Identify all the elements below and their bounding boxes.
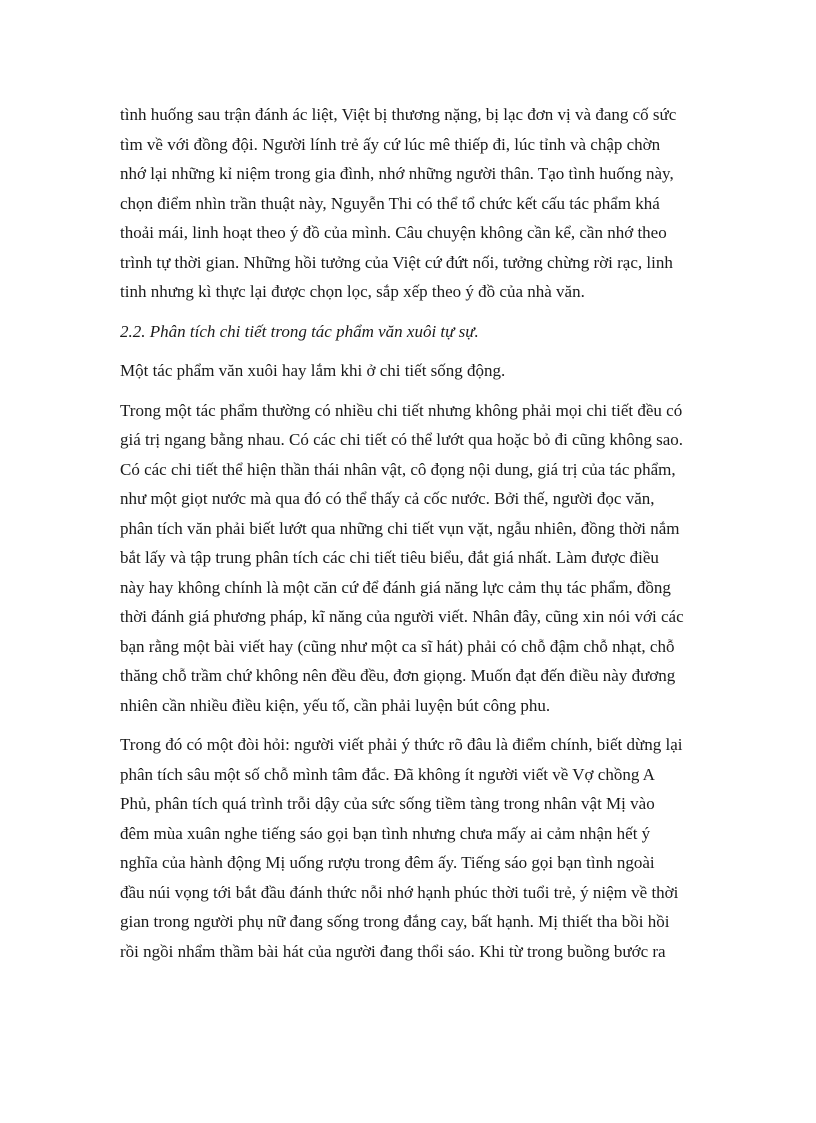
text-line: trình tự thời gian. Những hồi tưởng của Việt cứ đứt nối, tưởng chừng rời rạc, linh <box>120 252 673 272</box>
text-line: Trong một tác phẩm thường có nhiều chi tiết nhưng không phải mọi chi tiết đều có <box>120 400 683 420</box>
text-line: 2.2. Phân tích chi tiết trong tác phẩm văn xuôi tự sự. <box>120 321 479 341</box>
text-line: Một tác phẩm văn xuôi hay lắm khi ở chi tiết sống động. <box>120 361 506 380</box>
text-line: nghĩa của hành động Mị uống rượu trong đêm ấy. Tiếng sáo gọi bạn tình ngoài <box>120 853 655 872</box>
text-line: tìm về với đồng đội. Người lính trẻ ấy cứ lúc mê thiếp đi, lúc tỉnh và chập chờn <box>120 134 661 154</box>
text-line: Phủ, phân tích quá trình trỗi dậy của sức sống tiềm tàng trong nhân vật Mị vào <box>120 794 655 813</box>
text-line: thăng chỗ trầm chứ không nên đều đều, đơn giọng. Muốn đạt đến điều này đương <box>120 666 676 685</box>
document-body <box>120 100 700 976</box>
text-line: tinh nhưng kì thực lại được chọn lọc, sắp xếp theo ý đồ của nhà văn. <box>120 282 585 301</box>
text-line: này hay không chính là một căn cứ để đánh giá năng lực cảm thụ tác phẩm, đồng <box>120 577 671 597</box>
text-line: Có các chi tiết thể hiện thần thái nhân vật, cô đọng nội dung, giá trị của tác phẩm, <box>120 459 676 479</box>
text-line: rồi ngồi nhẩm thầm bài hát của người đang thổi sáo. Khi từ trong buồng bước ra <box>120 941 666 961</box>
section-heading <box>120 317 700 347</box>
text-line: phân tích sâu một số chỗ mình tâm đắc. Đã không ít người viết về Vợ chồng A <box>120 764 655 784</box>
text-line: như một giọt nước mà qua đó có thể thấy cả cốc nước. Bởi thế, người đọc văn, <box>120 489 655 508</box>
text-line: chọn điểm nhìn trần thuật này, Nguyễn Thi có thể tổ chức kết cấu tác phẩm khá <box>120 193 660 213</box>
text-line: gian trong người phụ nữ đang sống trong đắng cay, bất hạnh. Mị thiết tha bồi hồi <box>120 912 670 931</box>
text-line: thoải mái, linh hoạt theo ý đồ của mình. Câu chuyện không cần kể, cần nhớ theo <box>120 223 667 242</box>
text-line: nhiên cần nhiều điều kiện, yếu tố, cần phải luyện bút công phu. <box>120 695 551 715</box>
text-line: thời đánh giá phương pháp, kĩ năng của người viết. Nhân đây, cũng xin nói với các <box>120 607 684 626</box>
body-paragraph <box>120 730 700 966</box>
body-paragraph <box>120 396 700 721</box>
body-paragraph <box>120 356 700 386</box>
text-line: đêm mùa xuân nghe tiếng sáo gọi bạn tình nhưng chưa mấy ai cảm nhận hết ý <box>120 823 651 843</box>
body-paragraph <box>120 100 700 307</box>
text-line: bạn rằng một bài viết hay (cũng như một ca sĩ hát) phải có chỗ đậm chỗ nhạt, chỗ <box>120 636 675 656</box>
text-line: Trong đó có một đòi hỏi: người viết phải ý thức rõ đâu là điểm chính, biết dừng lại <box>120 735 683 754</box>
text-line: phân tích văn phải biết lướt qua những chi tiết vụn vặt, ngẫu nhiên, đồng thời nắm <box>120 518 680 538</box>
text-line: tình huống sau trận đánh ác liệt, Việt bị thương nặng, bị lạc đơn vị và đang cố sức <box>120 105 677 124</box>
text-line: nhớ lại những kỉ niệm trong gia đình, nhớ những người thân. Tạo tình huống này, <box>120 164 674 183</box>
text-line: giá trị ngang bằng nhau. Có các chi tiết có thể lướt qua hoặc bỏ đi cũng không sao. <box>120 430 684 449</box>
text-line: đầu núi vọng tới bắt đầu đánh thức nỗi nhớ hạnh phúc thời tuổi trẻ, ý niệm về thời <box>120 882 679 902</box>
text-line: bắt lấy và tập trung phân tích các chi tiết tiêu biểu, đắt giá nhất. Làm được điều <box>120 548 659 567</box>
